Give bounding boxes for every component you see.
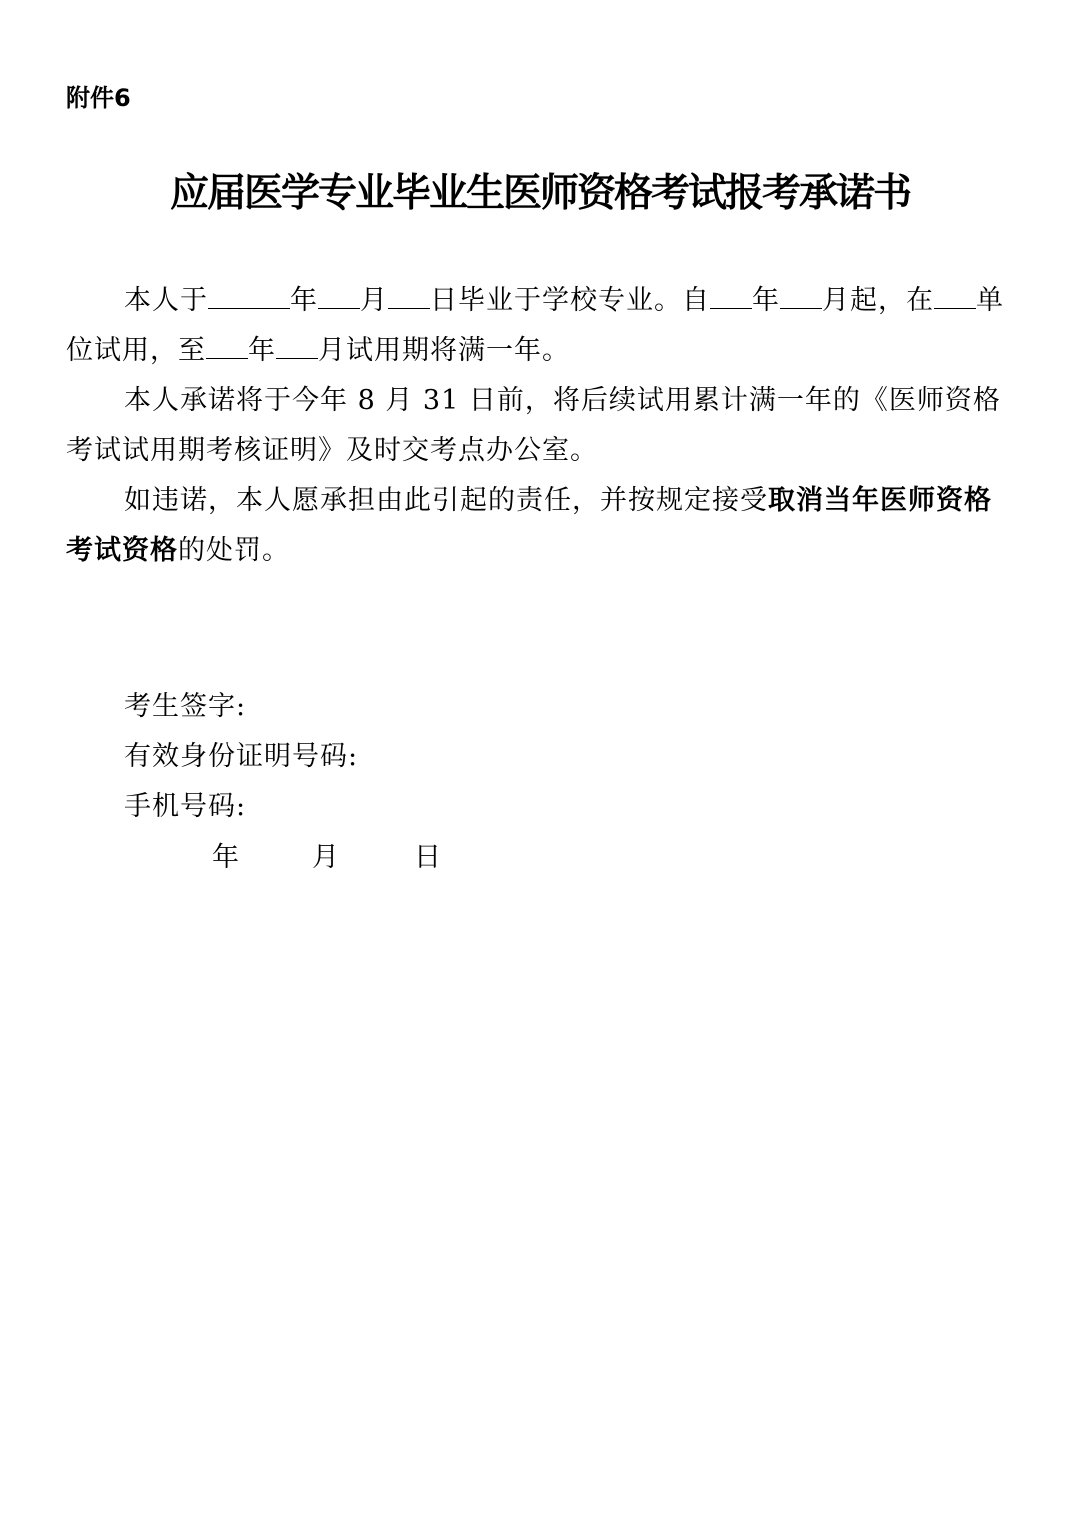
blank-end-month: [276, 328, 318, 359]
blank-graduation-year: [208, 278, 290, 309]
document-title: 应届医学专业毕业生医师资格考试报考承诺书: [169, 171, 910, 216]
signature-id-label: 有效身份证明号码:: [124, 741, 359, 772]
paragraph-penalty: [66, 476, 1016, 576]
text-segment: 月起，在: [822, 285, 934, 316]
document-body: [66, 276, 1016, 576]
date-year: 年: [212, 842, 239, 873]
attachment-label: 附件6: [66, 84, 131, 112]
blank-graduation-month: [318, 278, 360, 309]
text-segment: 如违诺，本人愿承担由此引起的责任，并按规定接受: [124, 485, 768, 516]
paragraph-commitment: 本人承诺将于今年 8 月 31 日前，将后续试用累计满一年的《医师资格考试试用期考核证明》及时交考点办公室。: [66, 385, 1001, 466]
signature-date: [212, 836, 441, 880]
text-segment: 年: [752, 285, 780, 316]
signature-block: [124, 682, 358, 832]
text-segment: 单位试用，至: [66, 285, 1004, 366]
blank-end-year: [206, 328, 248, 359]
date-month: 月: [312, 842, 339, 873]
blank-unit: [934, 278, 976, 309]
date-day: 日: [414, 842, 441, 873]
text-segment: 本人于: [124, 285, 208, 316]
paragraph-graduation: [66, 276, 1016, 376]
text-segment: 年: [248, 335, 276, 366]
text-segment: 月试用期将满一年。: [318, 335, 570, 366]
blank-graduation-day: [388, 278, 430, 309]
text-segment: 月: [360, 285, 388, 316]
text-segment: 的处罚。: [178, 535, 290, 566]
signature-phone-label: 手机号码:: [124, 791, 247, 822]
penalty-emphasis: 取消当年医师资格考试资格: [66, 485, 992, 566]
signature-name-label: 考生签字:: [124, 691, 247, 722]
blank-start-month: [780, 278, 822, 309]
text-segment: 日毕业于学校专业。自: [430, 285, 710, 316]
text-segment: 年: [290, 285, 318, 316]
blank-start-year: [710, 278, 752, 309]
